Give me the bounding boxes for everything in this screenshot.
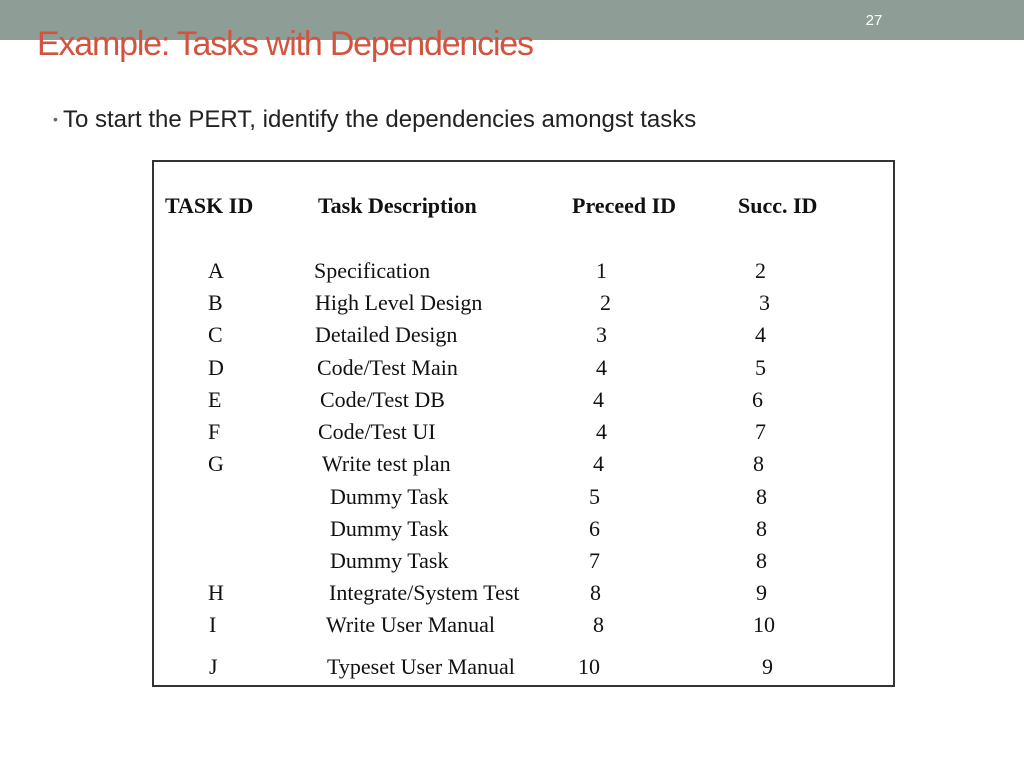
preceed-id-cell: 10 [578, 654, 600, 679]
task-description-cell: Dummy Task [330, 548, 449, 573]
task-description-cell: Dummy Task [330, 516, 449, 541]
task-id-cell: D [208, 355, 224, 380]
task-id-cell: B [208, 290, 223, 315]
preceed-id-cell: 4 [593, 387, 604, 412]
task-id-cell: G [208, 451, 224, 476]
succ-id-cell: 8 [756, 548, 767, 573]
preceed-id-cell: 1 [596, 258, 607, 283]
task-description-cell: Write test plan [322, 451, 451, 476]
preceed-id-cell: 4 [596, 419, 607, 444]
task-description-cell: Code/Test DB [320, 387, 445, 412]
preceed-id-cell: 8 [590, 580, 601, 605]
bullet-point [53, 103, 696, 136]
succ-id-cell: 2 [755, 258, 766, 283]
preceed-id-cell: 3 [596, 322, 607, 347]
preceed-id-cell: 5 [589, 484, 600, 509]
task-description-cell: Typeset User Manual [327, 654, 515, 679]
task-id-cell: A [208, 258, 224, 283]
bullet-icon: • [53, 111, 58, 127]
header-succ-id: Succ. ID [738, 193, 818, 218]
task-description-cell: Integrate/System Test [329, 580, 520, 605]
preceed-id-cell: 2 [600, 290, 611, 315]
task-description-cell: Code/Test Main [317, 355, 458, 380]
succ-id-cell: 8 [756, 516, 767, 541]
header-preceed-id: Preceed ID [572, 193, 677, 218]
task-id-cell: C [208, 322, 223, 347]
task-description-cell: Code/Test UI [318, 419, 436, 444]
header-task-description: Task Description [318, 193, 477, 218]
succ-id-cell: 9 [756, 580, 767, 605]
succ-id-cell: 8 [756, 484, 767, 509]
succ-id-cell: 4 [755, 322, 766, 347]
succ-id-cell: 3 [759, 290, 770, 315]
succ-id-cell: 7 [755, 419, 766, 444]
preceed-id-cell: 8 [593, 612, 604, 637]
succ-id-cell: 10 [753, 612, 775, 637]
task-id-cell: J [209, 654, 218, 679]
task-description-cell: Detailed Design [315, 322, 458, 347]
preceed-id-cell: 4 [593, 451, 604, 476]
task-description-cell: Specification [314, 258, 431, 283]
bullet-text: To start the PERT, identify the dependencies amongst tasks [63, 106, 697, 133]
task-id-cell: E [208, 387, 222, 412]
task-id-cell: F [208, 419, 221, 444]
preceed-id-cell: 4 [596, 355, 607, 380]
task-id-cell: H [208, 580, 224, 605]
succ-id-cell: 5 [755, 355, 766, 380]
task-id-cell: I [209, 612, 217, 637]
header-task-id: TASK ID [165, 193, 254, 218]
task-description-cell: High Level Design [315, 290, 483, 315]
succ-id-cell: 9 [762, 654, 773, 679]
slide-number: 27 [865, 12, 883, 29]
dependency-table [152, 160, 895, 687]
task-description-cell: Write User Manual [326, 612, 495, 637]
preceed-id-cell: 6 [589, 516, 600, 541]
preceed-id-cell: 7 [589, 548, 600, 573]
succ-id-cell: 6 [752, 387, 763, 412]
succ-id-cell: 8 [753, 451, 764, 476]
task-description-cell: Dummy Task [330, 484, 449, 509]
slide-title: Example: Tasks with Dependencies [37, 25, 533, 63]
